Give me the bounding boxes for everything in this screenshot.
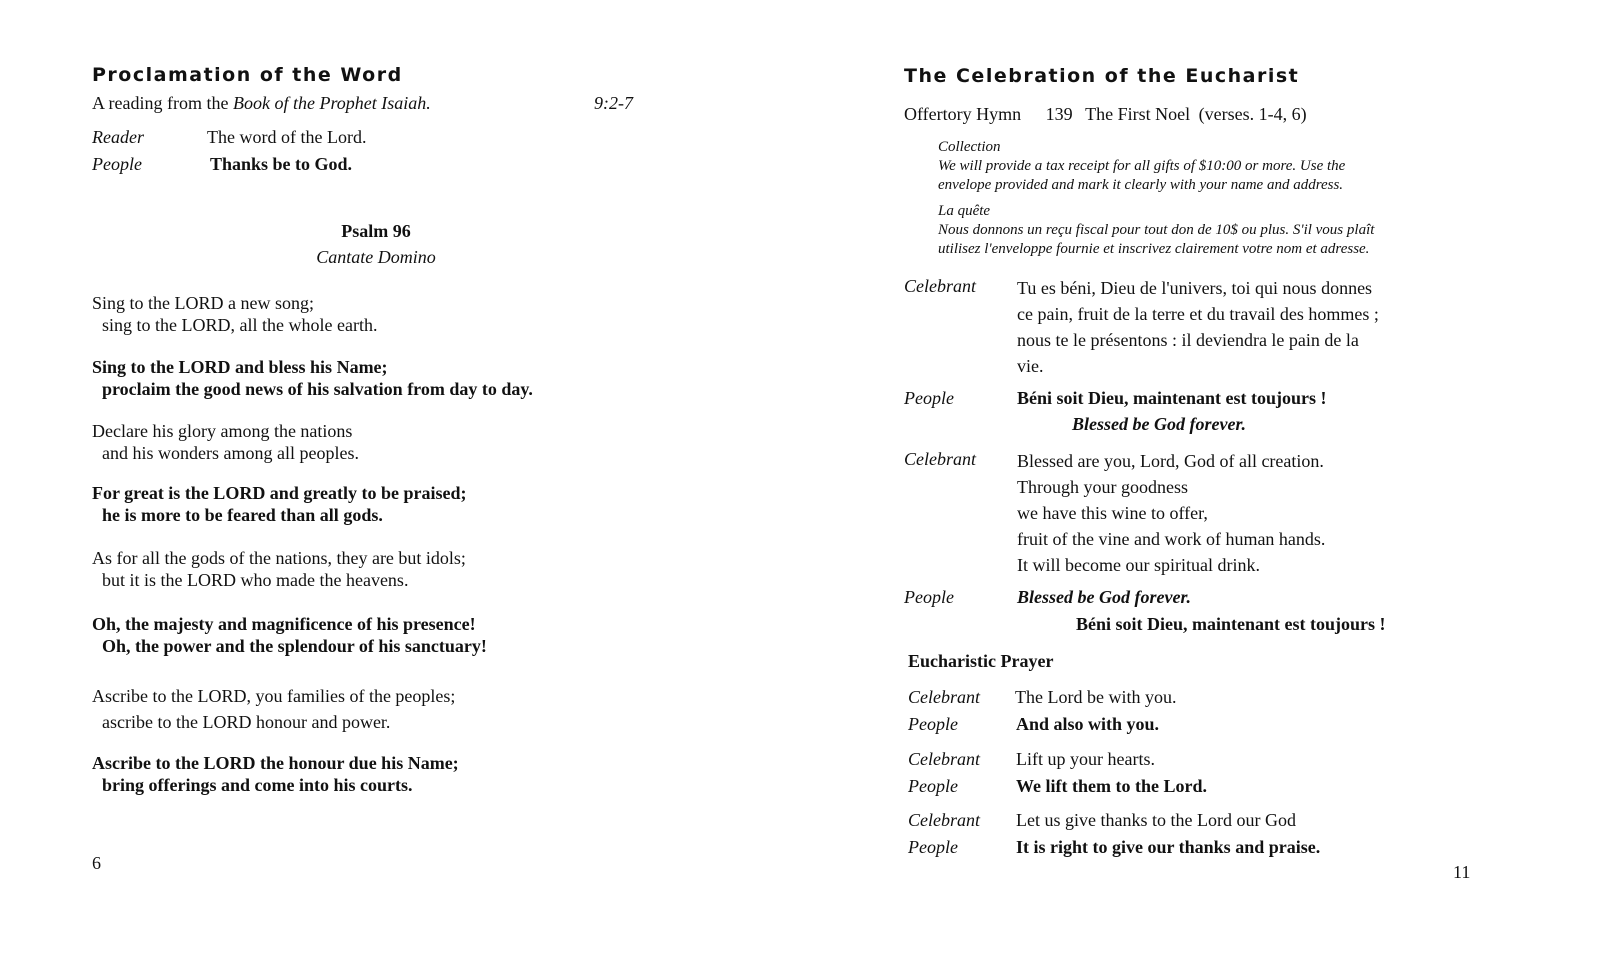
psalm-verse-2	[92, 356, 533, 400]
reading-line	[92, 92, 431, 114]
collection-note	[938, 138, 1345, 195]
eucharist-title: The Celebration of the Eucharist	[904, 65, 1300, 87]
offertory-hymn	[904, 103, 1307, 125]
hymn-name: The First Noel	[1085, 104, 1191, 124]
collection-line-fr: utilisez l'enveloppe fournie et inscrivez clairement votre nom et adresse.	[938, 241, 1370, 257]
role-celebrant: Celebrant	[908, 810, 980, 830]
collection-heading: Collection	[938, 139, 1001, 155]
verse-line: Declare his glory among the nations	[92, 421, 353, 441]
prayer-line: Through your goodness	[1017, 477, 1188, 497]
psalm-verse-1	[92, 292, 377, 336]
verse-line: he is more to be feared than all gods.	[102, 505, 383, 525]
verse-line: Ascribe to the LORD the honour due his Name;	[92, 753, 459, 773]
verse-line: but it is the LORD who made the heavens.	[102, 570, 409, 590]
psalm-verse-3	[92, 420, 359, 464]
dialogue-line: Lift up your hearts.	[1016, 749, 1155, 769]
people-response: Blessed be God forever.	[1072, 414, 1246, 434]
collection-heading-fr: La quête	[938, 203, 991, 219]
psalm-verse-7	[92, 683, 455, 735]
role-celebrant: Celebrant	[908, 749, 980, 769]
verse-line: and his wonders among all peoples.	[102, 443, 359, 463]
verse-line: proclaim the good news of his salvation from day to day.	[102, 379, 533, 399]
psalm-subtitle: Cantate Domino	[316, 247, 436, 267]
verse-line: As for all the gods of the nations, they are but idols;	[92, 548, 466, 568]
role-people: People	[908, 837, 958, 857]
role-people: People	[908, 776, 958, 796]
verse-line: bring offerings and come into his courts.	[102, 775, 413, 795]
verse-line: Oh, the majesty and magnificence of his presence!	[92, 614, 476, 634]
verse-line: Oh, the power and the splendour of his sanctuary!	[102, 636, 487, 656]
role-reader: Reader	[92, 127, 144, 147]
verse-line: Ascribe to the LORD, you families of the peoples;	[92, 686, 456, 706]
hymn-verses: (verses. 1-4, 6)	[1198, 104, 1307, 124]
dialogue-line: It is right to give our thanks and praise.	[1016, 837, 1321, 857]
role-celebrant: Celebrant	[904, 449, 976, 469]
eucharistic-prayer-heading: Eucharistic Prayer	[908, 651, 1054, 671]
psalm-verse-4	[92, 482, 466, 526]
verse-line: For great is the LORD and greatly to be praised;	[92, 483, 467, 503]
collection-line-fr: Nous donnons un reçu fiscal pour tout don de 10$ ou plus. S'il vous plaît	[938, 222, 1375, 238]
psalm-title: Psalm 96	[341, 221, 411, 241]
dialogue-line: The Lord be with you.	[1015, 687, 1177, 707]
verse-line: Sing to the LORD a new song;	[92, 293, 314, 313]
prayer-line: ce pain, fruit de la terre et du travail des hommes ;	[1017, 304, 1379, 324]
prayer-line: we have this wine to offer,	[1017, 503, 1208, 523]
people-response: Béni soit Dieu, maintenant est toujours !	[1017, 388, 1327, 408]
prayer-line: Blessed are you, Lord, God of all creation.	[1017, 451, 1324, 471]
people-response: Béni soit Dieu, maintenant est toujours !	[1076, 614, 1386, 634]
psalm-verse-6	[92, 613, 487, 657]
verse-line: Sing to the LORD and bless his Name;	[92, 357, 388, 377]
response-text: The word of the Lord.	[207, 127, 367, 147]
prayer-line: Tu es béni, Dieu de l'univers, toi qui nous donnes	[1017, 278, 1373, 298]
verse-line: ascribe to the LORD honour and power.	[102, 712, 391, 732]
collection-line: We will provide a tax receipt for all gifts of $10:00 or more. Use the	[938, 158, 1346, 174]
verse-line: sing to the LORD, all the whole earth.	[102, 315, 378, 335]
reading-prefix: A reading from the	[92, 93, 233, 113]
celebrant-prayer-bread	[1017, 275, 1379, 379]
role-celebrant: Celebrant	[908, 687, 980, 707]
proclamation-title: Proclamation of the Word	[92, 64, 403, 86]
hymn-label: Offertory Hymn	[904, 104, 1022, 124]
prayer-line: It will become our spiritual drink.	[1017, 555, 1260, 575]
psalm-verse-8	[92, 752, 459, 796]
prayer-line: vie.	[1017, 356, 1044, 376]
role-people: People	[92, 154, 142, 174]
role-people: People	[904, 587, 954, 607]
reading-book: Book of the Prophet Isaiah.	[232, 93, 431, 113]
dialogue-line: We lift them to the Lord.	[1016, 776, 1207, 796]
dialogue-line: Let us give thanks to the Lord our God	[1016, 810, 1296, 830]
response-text: Thanks be to God.	[210, 154, 353, 174]
celebrant-prayer-wine	[1017, 448, 1325, 578]
right-page	[800, 0, 1600, 971]
prayer-line: fruit of the vine and work of human hands.	[1017, 529, 1326, 549]
page-number: 11	[1453, 862, 1471, 882]
role-people: People	[904, 388, 954, 408]
dialogue-line: And also with you.	[1016, 714, 1160, 734]
psalm-verse-5	[92, 547, 466, 591]
role-celebrant: Celebrant	[904, 276, 976, 296]
people-response: Blessed be God forever.	[1017, 587, 1191, 607]
reading-reference: 9:2-7	[594, 93, 633, 113]
hymn-number: 139	[1045, 104, 1073, 124]
collection-note-fr	[938, 202, 1374, 259]
page-number: 6	[92, 853, 101, 873]
role-people: People	[908, 714, 958, 734]
prayer-line: nous te le présentons : il deviendra le pain de la	[1017, 330, 1359, 350]
collection-line: envelope provided and mark it clearly with your name and address.	[938, 177, 1344, 193]
